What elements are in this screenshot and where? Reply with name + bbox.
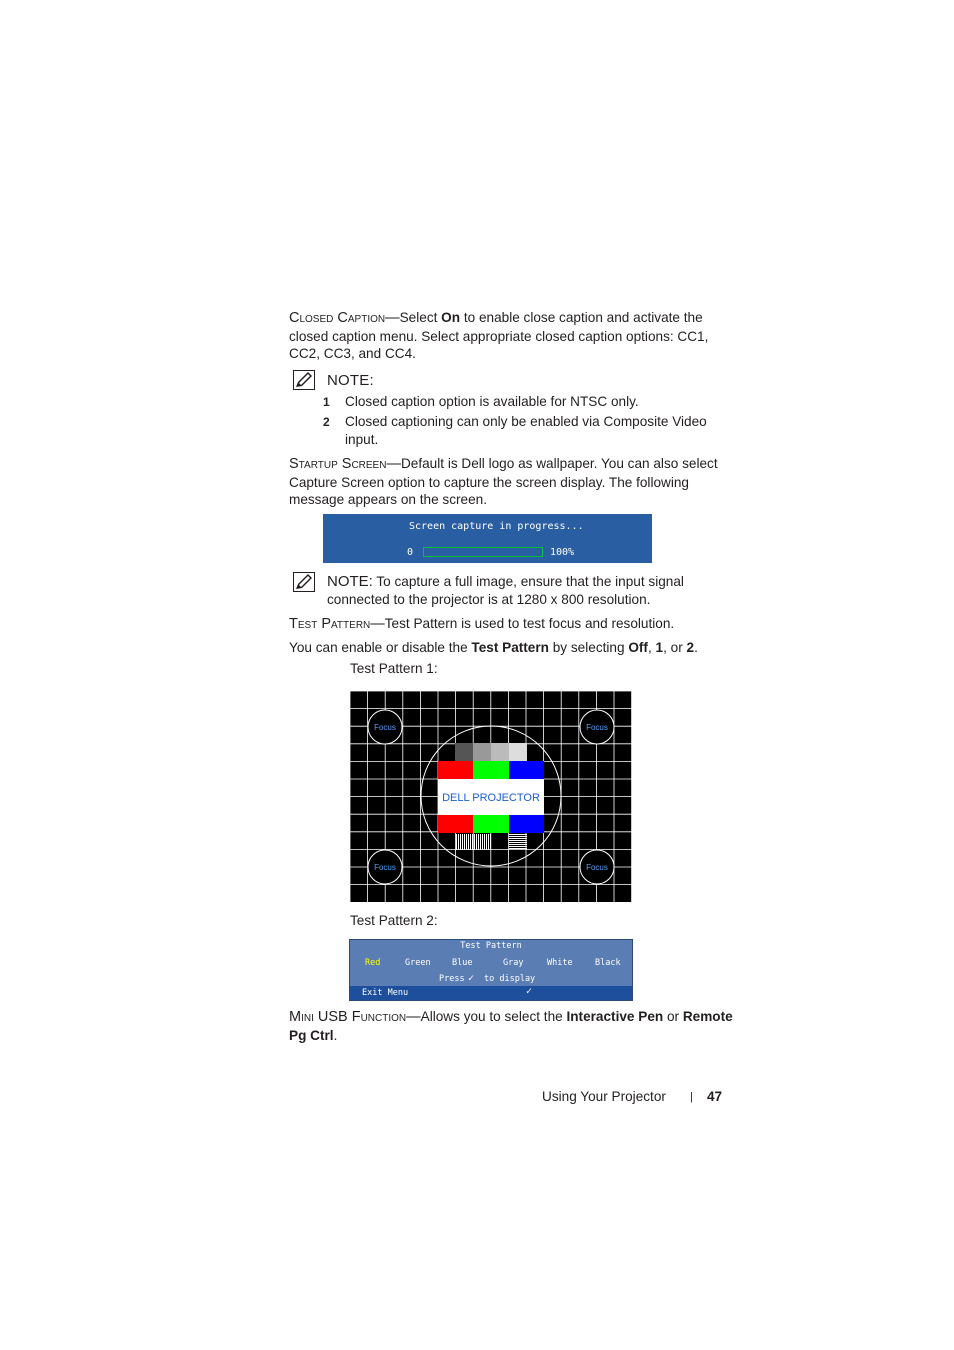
resolution-bar bbox=[472, 834, 473, 850]
hint-to-display: to display bbox=[484, 974, 536, 984]
resolution-bar bbox=[509, 848, 527, 849]
test-pattern-term: Test Pattern— bbox=[289, 616, 385, 632]
focus-label-bottom-left: Focus bbox=[374, 863, 396, 872]
capture-progress-bar bbox=[423, 547, 543, 557]
focus-label-top-right: Focus bbox=[586, 723, 608, 732]
menu-title: Test Pattern bbox=[460, 941, 522, 951]
mini-usb-term: Mini USB Function— bbox=[289, 1009, 421, 1025]
note-1-item-2-text: Closed captioning can only be enabled via Composite Video input. bbox=[345, 414, 707, 447]
note-pencil-icon bbox=[293, 370, 315, 390]
footer-section-title: Using Your Projector bbox=[542, 1089, 666, 1104]
capture-message: Screen capture in progress... bbox=[409, 521, 584, 532]
test-pattern-1-label: Test Pattern 1: bbox=[350, 661, 438, 676]
resolution-bar bbox=[460, 834, 461, 850]
resolution-bar bbox=[509, 838, 527, 839]
red-swatch bbox=[438, 761, 473, 779]
note-pencil-icon bbox=[293, 572, 315, 592]
resolution-bar bbox=[458, 834, 459, 850]
capture-end-label: 100% bbox=[550, 547, 575, 558]
startup-screen-term: Startup Screen— bbox=[289, 456, 401, 472]
test-pattern-options-paragraph: You can enable or disable the Test Pattern by selecting Off, 1, or 2. bbox=[289, 640, 698, 655]
focus-label-bottom-right: Focus bbox=[586, 863, 608, 872]
note-1-item-1-text: Closed caption option is available for NTSC only. bbox=[345, 394, 639, 409]
dell-projector-text: DELL PROJECTOR bbox=[442, 792, 540, 804]
resolution-bar bbox=[476, 834, 477, 850]
test-pattern-paragraph: Test Pattern—Test Pattern is used to test focus and resolution. bbox=[289, 616, 675, 632]
page-number: 47 bbox=[707, 1089, 723, 1104]
checkmark-icon: ✓ bbox=[526, 986, 533, 997]
focus-label-top-left: Focus bbox=[374, 723, 396, 732]
hint-press: Press bbox=[439, 974, 465, 984]
menu-footer bbox=[350, 986, 632, 1000]
footer-separator: | bbox=[690, 1091, 693, 1103]
resolution-bar bbox=[509, 836, 527, 837]
note-1-item-2-number: 2 bbox=[323, 415, 330, 429]
test-pattern-2-label: Test Pattern 2: bbox=[350, 913, 438, 928]
resolution-bar bbox=[456, 834, 457, 850]
resolution-bar bbox=[478, 834, 479, 850]
blue-swatch bbox=[509, 761, 544, 779]
on-option: On bbox=[441, 310, 461, 325]
test-pattern-2-menu bbox=[349, 939, 633, 1001]
interactive-pen-option: Interactive Pen bbox=[566, 1009, 664, 1024]
resolution-bar bbox=[509, 846, 527, 847]
resolution-bar bbox=[486, 834, 487, 850]
resolution-bar bbox=[509, 842, 527, 843]
checkmark-icon: ✓ bbox=[468, 973, 475, 984]
option-black[interactable]: Black bbox=[595, 958, 621, 968]
option-blue[interactable]: Blue bbox=[452, 958, 473, 968]
option-red[interactable]: Red bbox=[365, 958, 381, 968]
test-pattern-1-image bbox=[350, 691, 632, 902]
green-swatch bbox=[473, 761, 509, 779]
note-2-title: NOTE: bbox=[327, 573, 373, 590]
option-white[interactable]: White bbox=[547, 958, 573, 968]
note-2-text: To capture a full image, ensure that the input signal connected to the projector is at 1280 x 800 resolution. bbox=[327, 574, 684, 607]
exit-menu-button[interactable]: Exit Menu bbox=[362, 988, 409, 998]
resolution-bar bbox=[468, 834, 469, 850]
resolution-bar bbox=[466, 834, 467, 850]
option-gray[interactable]: Gray bbox=[503, 958, 524, 968]
closed-caption-paragraph: Closed Caption—Select On to enable close caption and activate the closed caption menu. Select appropriate closed caption options: CC1, CC2, CC3, and CC4. bbox=[289, 310, 709, 362]
note-2 bbox=[327, 573, 727, 608]
resolution-bar bbox=[462, 834, 463, 850]
resolution-bar bbox=[490, 834, 491, 850]
startup-screen-paragraph: Startup Screen—Default is Dell logo as wallpaper. You can also select Capture Screen option to capture the screen display. The following message appears on the screen. bbox=[289, 456, 718, 508]
mini-usb-paragraph: Mini USB Function—Allows you to select the Interactive Pen or Remote Pg Ctrl. bbox=[289, 1009, 733, 1043]
note-1-item-1-number: 1 bbox=[323, 395, 330, 409]
resolution-bar bbox=[509, 844, 527, 845]
screen-capture-dialog bbox=[323, 514, 652, 563]
resolution-bar bbox=[509, 840, 527, 841]
remote-pg-ctrl-option: Remote Pg Ctrl bbox=[289, 1009, 733, 1043]
capture-start-label: 0 bbox=[407, 547, 414, 558]
resolution-bar bbox=[509, 834, 527, 835]
resolution-bar bbox=[482, 834, 483, 850]
resolution-bar bbox=[464, 834, 465, 850]
resolution-bar bbox=[470, 834, 471, 850]
resolution-bar bbox=[480, 834, 481, 850]
option-green[interactable]: Green bbox=[405, 958, 431, 968]
test-pattern-1-svg bbox=[350, 691, 632, 902]
resolution-bar bbox=[488, 834, 489, 850]
note-1-title: NOTE: bbox=[327, 372, 374, 389]
resolution-bar bbox=[474, 834, 475, 850]
resolution-bar bbox=[484, 834, 485, 850]
closed-caption-term: Closed Caption— bbox=[289, 310, 400, 326]
